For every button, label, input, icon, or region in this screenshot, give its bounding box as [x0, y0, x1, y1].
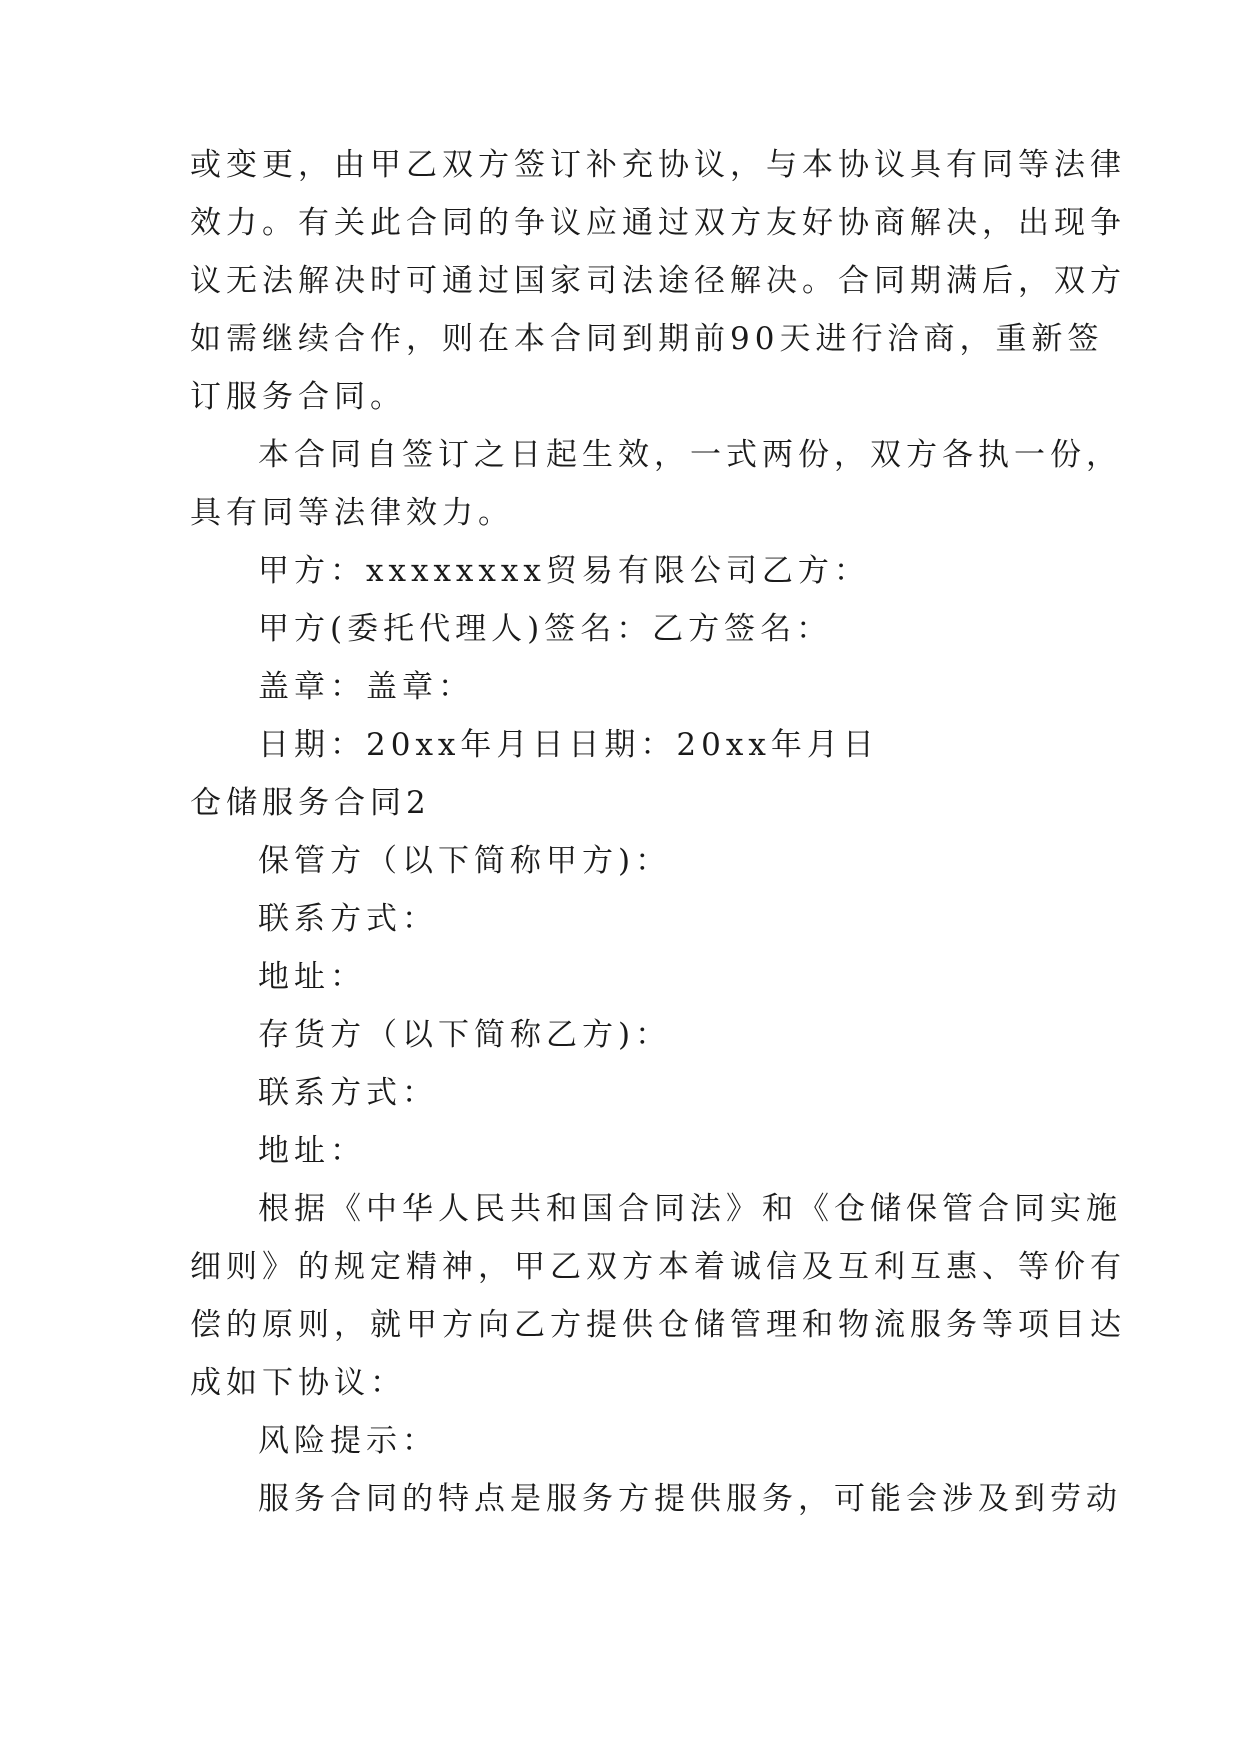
- text-line-4: 如需继续合作，则在本合同到期前90天进行洽商，重新签: [190, 321, 1104, 357]
- text-line-2: 效力。有关此合同的争议应通过双方友好协商解决，出现争: [190, 205, 1126, 241]
- contract-2-title: 仓储服务合同2: [190, 785, 431, 821]
- effective-clause: 本合同自签订之日起生效，一式两份，双方各执一份，: [258, 437, 1122, 473]
- basis-paragraph-4: 成如下协议：: [190, 1365, 406, 1401]
- seal-line: 盖章：盖章：: [258, 669, 474, 705]
- signature-line: 甲方(委托代理人)签名：乙方签名：: [258, 611, 833, 647]
- custodian-contact: 联系方式：: [258, 901, 438, 937]
- custodian-line: 保管方（以下简称甲方)：: [258, 843, 672, 879]
- basis-paragraph-2: 细则》的规定精神，甲乙双方本着诚信及互利互惠、等价有: [190, 1249, 1126, 1285]
- text-line-3: 议无法解决时可通过国家司法途径解决。合同期满后，双方: [190, 263, 1126, 299]
- date-line: 日期：20xx年月日日期：20xx年月日: [258, 727, 879, 763]
- depositor-contact: 联系方式：: [258, 1075, 438, 1111]
- risk-notice-heading: 风险提示：: [258, 1423, 438, 1459]
- party-a-line: 甲方：xxxxxxxx贸易有限公司乙方：: [258, 553, 870, 589]
- depositor-address: 地址：: [258, 1133, 366, 1169]
- basis-paragraph-3: 偿的原则，就甲方向乙方提供仓储管理和物流服务等项目达: [190, 1307, 1126, 1343]
- custodian-address: 地址：: [258, 959, 366, 995]
- depositor-line: 存货方（以下简称乙方)：: [258, 1017, 672, 1053]
- effective-clause-cont: 具有同等法律效力。: [190, 495, 514, 531]
- basis-paragraph-1: 根据《中华人民共和国合同法》和《仓储保管合同实施: [258, 1191, 1122, 1227]
- text-line-5: 订服务合同。: [190, 379, 406, 415]
- text-line-1: 或变更，由甲乙双方签订补充协议，与本协议具有同等法律: [190, 147, 1126, 183]
- risk-notice-text: 服务合同的特点是服务方提供服务，可能会涉及到劳动: [258, 1481, 1122, 1517]
